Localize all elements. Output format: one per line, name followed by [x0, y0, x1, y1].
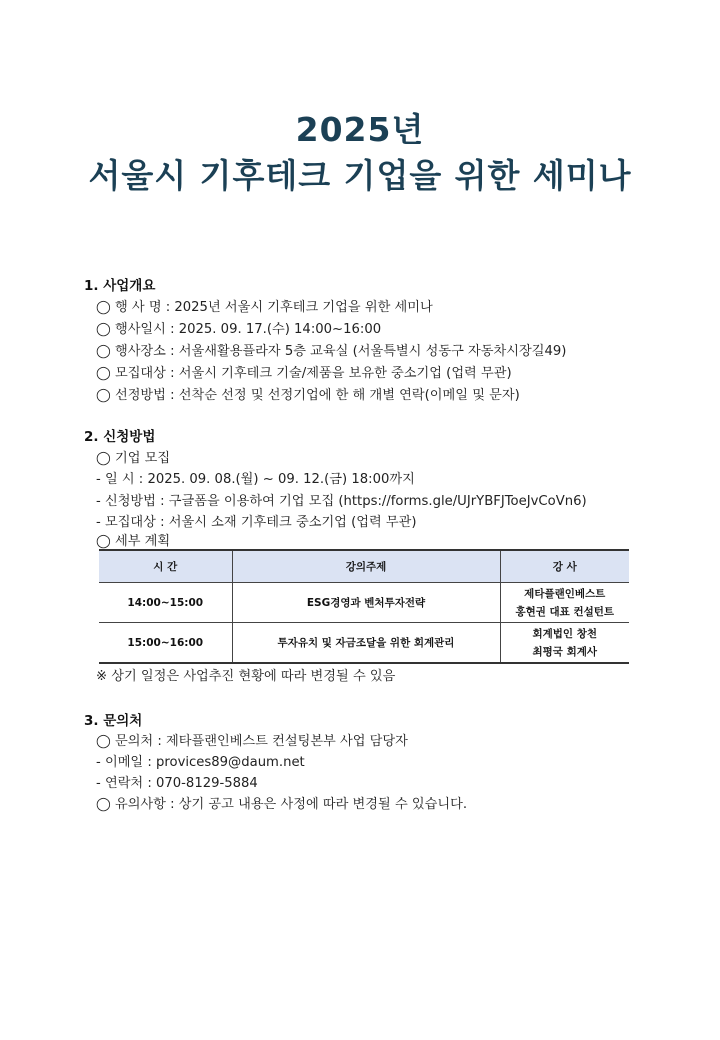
contact-email: - 이메일 : provices89@daum.net: [96, 755, 305, 770]
page-title: 서울시 기후테크 기업을 위한 세미나: [88, 156, 632, 195]
session-time: 15:00~16:00: [99, 623, 232, 664]
speaker-organization: 제타플랜인베스트: [524, 587, 606, 600]
overview-event-date: ◯ 행사일시 : 2025. 09. 17.(수) 14:00~16:00: [96, 322, 382, 337]
column-header-time: 시 간: [99, 550, 232, 583]
page-title-year: 2025년: [295, 110, 425, 149]
column-header-topic: 강의주제: [232, 550, 500, 583]
speaker-organization: 회계법인 창천: [532, 627, 597, 640]
section-heading-application: 2. 신청방법: [84, 429, 156, 445]
speaker-name: 최평국 회계사: [532, 645, 597, 658]
contact-organization: ◯ 문의처 : 제타플랜인베스트 컨설팅본부 사업 담당자: [96, 734, 408, 749]
contact-phone: - 연락처 : 070-8129-5884: [96, 776, 258, 791]
overview-event-venue: ◯ 행사장소 : 서울새활용플라자 5층 교육실 (서울특별시 성동구 자동차시장길49): [96, 344, 567, 359]
schedule-table: [99, 549, 629, 664]
session-topic: ESG경영과 벤처투자전략: [232, 583, 500, 623]
section-heading-overview: 1. 사업개요: [84, 278, 156, 294]
session-topic: 투자유치 및 자금조달을 위한 회계관리: [232, 623, 500, 664]
column-header-speaker: 강 사: [500, 550, 629, 583]
table-row: [99, 583, 629, 623]
overview-selection: ◯ 선정방법 : 선착순 선정 및 선정기업에 한 해 개별 연락(이메일 및 문자): [96, 388, 520, 403]
application-target: - 모집대상 : 서울시 소재 기후테크 중소기업 (업력 무관): [96, 515, 417, 530]
contact-notice: ◯ 유의사항 : 상기 공고 내용은 사정에 따라 변경될 수 있습니다.: [96, 797, 468, 812]
application-recruit: ◯ 기업 모집: [96, 451, 171, 466]
application-method: - 신청방법 : 구글폼을 이용하여 기업 모집 (https://forms.gle/UJrYBFJToeJvCoVn6): [96, 494, 587, 509]
session-time: 14:00~15:00: [99, 583, 232, 623]
application-plan: ◯ 세부 계획: [96, 534, 171, 549]
application-period: - 일 시 : 2025. 09. 08.(월) ~ 09. 12.(금) 18:00까지: [96, 472, 415, 487]
speaker-name: 홍현권 대표 컨설턴트: [515, 605, 615, 618]
session-speaker: [500, 623, 629, 664]
overview-event-name: ◯ 행 사 명 : 2025년 서울시 기후테크 기업을 위한 세미나: [96, 300, 433, 315]
table-header-row: [99, 550, 629, 583]
table-row: [99, 623, 629, 664]
session-speaker: [500, 583, 629, 623]
overview-target: ◯ 모집대상 : 서울시 기후테크 기술/제품을 보유한 중소기업 (업력 무관): [96, 366, 512, 381]
section-heading-contact: 3. 문의처: [84, 713, 143, 729]
schedule-note: ※ 상기 일정은 사업추진 현황에 따라 변경될 수 있음: [96, 669, 396, 684]
